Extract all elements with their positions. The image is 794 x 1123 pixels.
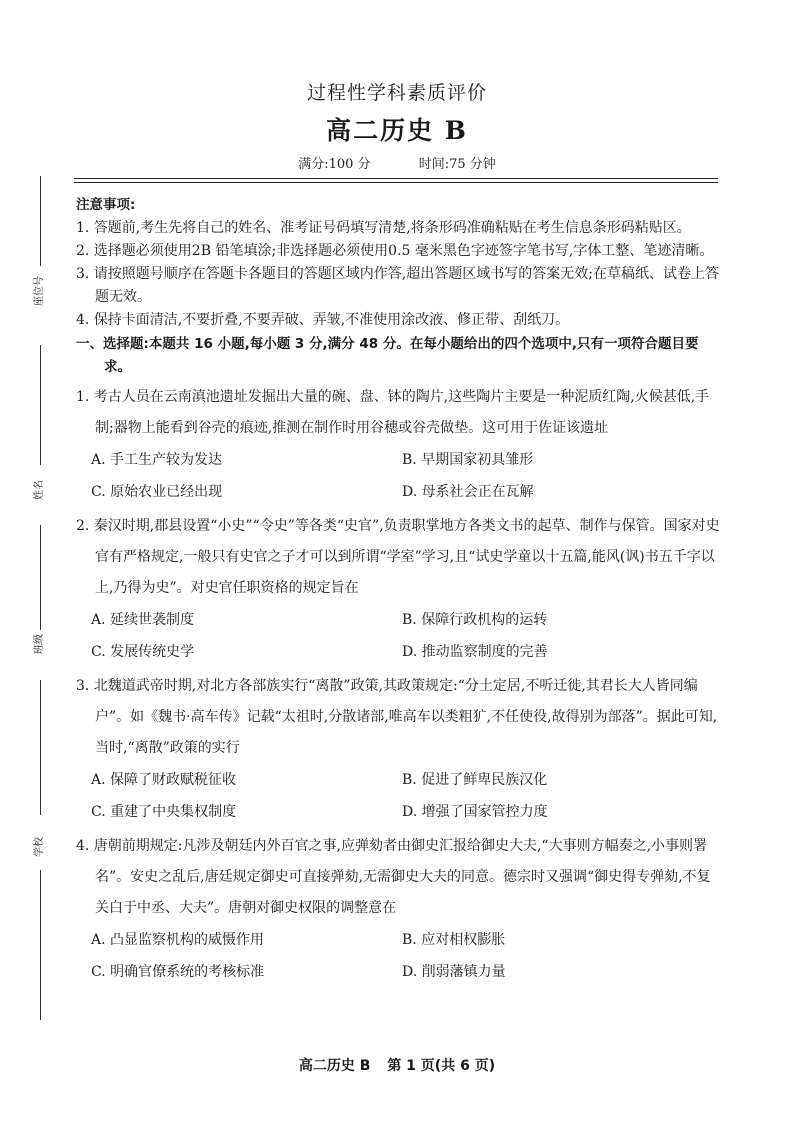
option-c: C. 发展传统史学 [91, 644, 195, 660]
header-rule [74, 178, 718, 179]
question-options [76, 444, 720, 508]
exam-subtitle: 过程性学科素质评价 [306, 82, 487, 104]
option-b: B. 促进了鲜卑民族汉化 [402, 772, 548, 788]
note-item: 2. 选择题必须使用2B 铅笔填涂;非选择题必须使用0.5 毫米黑色字迹签字笔书写,字体工整、笔迹清晰。 [76, 243, 714, 259]
question [76, 831, 720, 988]
notes-title: 注意事项: [76, 197, 136, 213]
margin-line [40, 176, 41, 266]
name-label: 姓名 [34, 480, 45, 500]
option-a: A. 手工生产较为发达 [91, 452, 223, 468]
seat-number-label: 座位号 [34, 276, 45, 306]
option-c: C. 原始农业已经出现 [91, 484, 223, 500]
footer-page-number: 第 1 页(共 6 页) [387, 1058, 496, 1074]
question-stem: 1. 考古人员在云南滇池遗址发掘出大量的碗、盘、钵的陶片,这些陶片主要是一种泥质红陶,火候甚低,手制;器物上能看到谷壳的痕迹,推测在制作时用谷穗或谷壳做垫。这可用于佐证该遗址 [76, 389, 710, 436]
question-options [76, 764, 720, 828]
margin-line [40, 525, 41, 630]
question-stem: 4. 唐朝前期规定:凡涉及朝廷内外百官之事,应弹劾者由御史汇报给御史大夫,“大事则方幅奏之,小事则署名”。安史之乱后,唐廷规定御史可直接弹劾,无需御史大夫的同意。德宗时又强调“御史得专弹劾,不复关白于中丞、大夫”。唐朝对御史权限的调整意在 [76, 838, 711, 916]
exam-title: 高二历史 B [326, 116, 468, 145]
note-item: 4. 保持卡面清洁,不要折叠,不要弄破、弄皱,不准使用涂改液、修正带、刮纸刀。 [76, 312, 570, 328]
exam-meta [0, 153, 794, 172]
option-c: C. 明确官僚系统的考核标准 [91, 964, 265, 980]
question-options [76, 604, 720, 668]
question [76, 671, 720, 828]
question-stem: 3. 北魏道武帝时期,对北方各部族实行“离散”政策,其政策规定:“分土定居,不听迁徙,其君长大人皆同编户”。如《魏书·高车传》记载“太祖时,分散诸部,唯高车以类粗犷,不任使役,故得别为部落”。据此可知,当时,“离散”政策的实行 [76, 678, 718, 756]
full-score: 满分:100 分 [298, 157, 371, 172]
question-stem: 2. 秦汉时期,郡县设置“小史”“令史”等各类“史官”,负责职掌地方各类文书的起草、制作与保管。国家对史官有严格规定,一般只有史官之子才可以到所谓“学室”学习,且“试史学童以十五篇,能风(讽)书五千字以上,乃得为史”。对史官任职资格的规定旨在 [76, 518, 720, 596]
margin-line [40, 345, 41, 465]
question-options [76, 924, 720, 988]
option-d: D. 削弱藩镇力量 [402, 964, 506, 980]
note-item: 1. 答题前,考生先将自己的姓名、准考证号码填写清楚,将条形码准确粘贴在考生信息条形码粘贴区。 [76, 220, 691, 236]
time-limit: 时间:75 分钟 [418, 157, 496, 172]
exam-content [76, 194, 720, 988]
option-b: B. 保障行政机构的运转 [402, 612, 548, 628]
question [76, 511, 720, 668]
option-a: A. 延续世袭制度 [91, 612, 195, 628]
section-heading: 一、选择题:本题共 16 小题,每小题 3 分,满分 48 分。在每小题给出的四个选项中,只有一项符合题目要求。 [76, 336, 699, 375]
option-a: A. 凸显监察机构的威慑作用 [91, 932, 265, 948]
page-footer [0, 1055, 794, 1075]
option-d: D. 增强了国家管控力度 [402, 804, 548, 820]
class-label: 班级 [34, 634, 45, 654]
exam-header [0, 78, 794, 172]
option-c: C. 重建了中央集权制度 [91, 804, 237, 820]
margin-line [40, 680, 41, 815]
question [76, 382, 720, 508]
school-label: 学校 [34, 837, 45, 857]
option-b: B. 应对相权膨胀 [402, 932, 506, 948]
footer-subject: 高二历史 B [298, 1058, 371, 1074]
note-item: 3. 请按照题号顺序在答题卡各题目的答题区域内作答,超出答题区域书写的答案无效;在草稿纸、试卷上答题无效。 [76, 266, 719, 305]
option-b: B. 早期国家初具雏形 [402, 452, 534, 468]
option-d: D. 推动监察制度的完善 [402, 644, 548, 660]
header-rule [74, 182, 718, 183]
option-a: A. 保障了财政赋税征收 [91, 772, 237, 788]
margin-line [40, 870, 41, 1020]
option-d: D. 母系社会正在瓦解 [402, 484, 534, 500]
